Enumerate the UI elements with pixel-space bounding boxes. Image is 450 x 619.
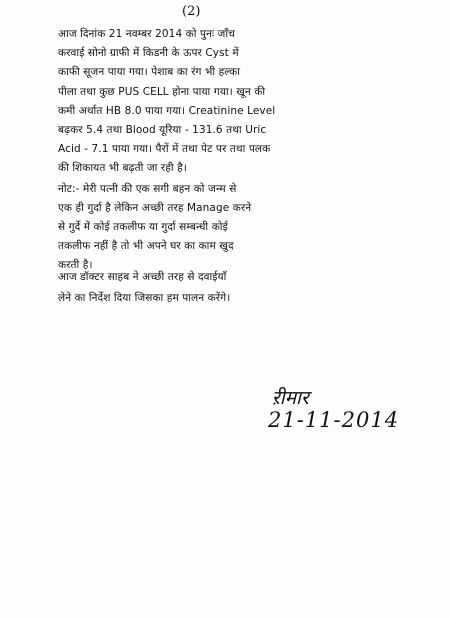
signature-date: 21-11-2014 <box>268 408 400 432</box>
paragraph-1-line: करवाई सोनो ग्राफी में किडनी के ऊपर Cyst में <box>58 47 239 59</box>
paragraph-1-line: पीला तथा कुछ PUS CELL होना पाया गया। खून की <box>58 86 266 98</box>
note-line: नोट:- मेरी पत्नी की एक सगी बहन को जन्म से <box>58 183 237 195</box>
paragraph-2-line: लेने का निर्देश दिया जिसका हम पालन करेंगे। <box>58 292 231 304</box>
paragraph-1-line: आज दिनांक 21 नवम्बर 2014 को पुनः जाँच <box>58 28 235 40</box>
paragraph-1-line: की शिकायत भी बढ़ती जा रही है। <box>58 162 187 174</box>
paragraph-2-line: आज डॉक्टर साहब ने अच्छी तरह से दवाईयाँ <box>58 271 227 283</box>
note-line: एक ही गुर्दा है लेकिन अच्छी तरह Manage करने <box>58 202 252 214</box>
paragraph-1-line: Acid - 7.1 पाया गया। पैरों में तथा पेट पर तथा पलक <box>58 143 271 155</box>
note-line: से गुर्दे में कोई तकलीफ या गुर्दा सम्बन्धी कोई <box>58 221 228 233</box>
page-number: (2) <box>182 4 201 19</box>
note-line: तकलीफ नहीं है तो भी अपने घर का काम खुद <box>58 240 234 252</box>
paragraph-1-line: कमी अर्थात HB 8.0 पाया गया। Creatinine Level <box>58 105 276 117</box>
paragraph-1-line: बढ़कर 5.4 तथा Blood यूरिया - 131.6 तथा Uric <box>58 124 267 136</box>
signature-name: ऱीमार <box>272 387 309 409</box>
paragraph-1-line: काफी सूजन पाया गया। पेशाब का रंग भी हल्का <box>58 66 241 78</box>
note-line: करती है। <box>58 259 93 271</box>
